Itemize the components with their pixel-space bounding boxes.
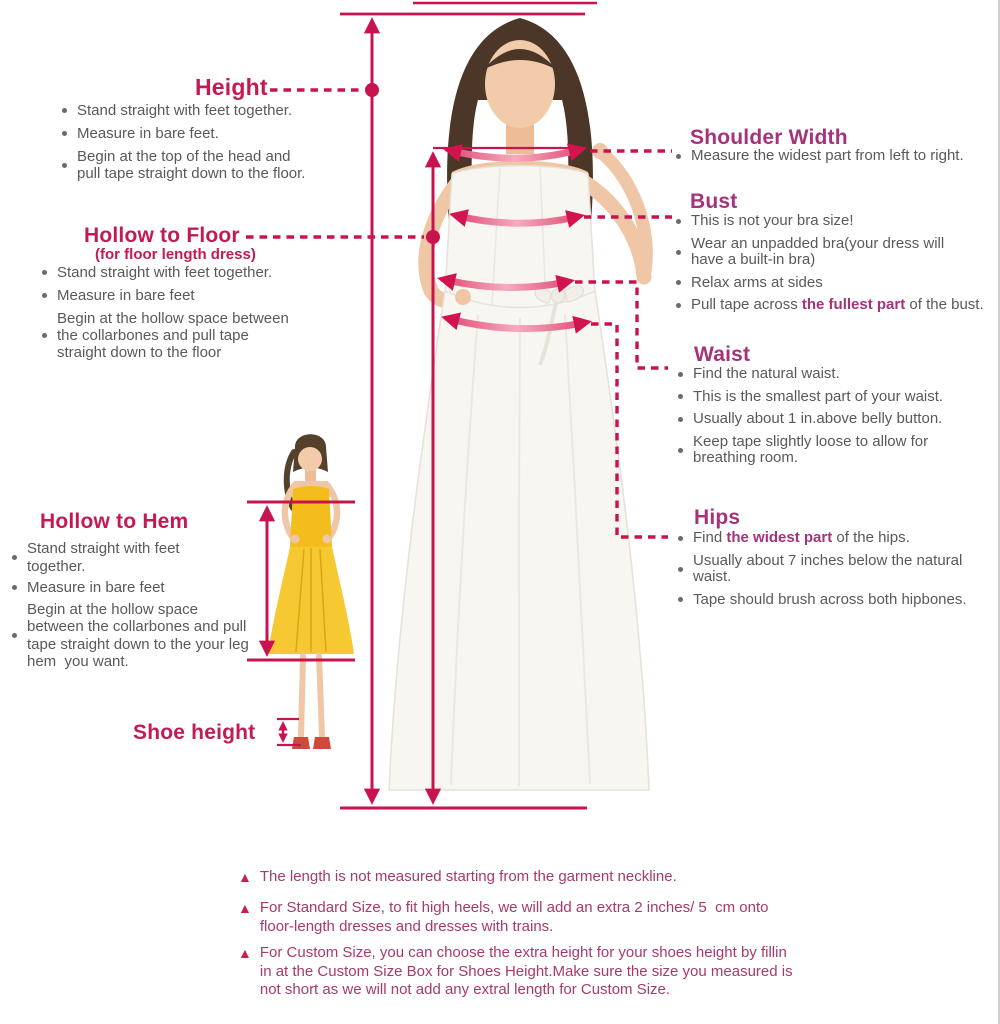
shoulder-width-arrow [452,150,578,158]
hollow-to-floor-instructions [42,264,342,367]
instruction-item: Relax arms at sides [676,275,996,292]
bullet-dot-icon [42,270,47,275]
instruction-item: Stand straight with feet together. [62,102,352,119]
warning-triangle-icon: ▲ [238,945,252,961]
section-title-height: Height [195,74,268,100]
bullet-dot-icon [678,448,683,453]
section-title-shoe-height: Shoe height [133,721,256,744]
instruction-item: Begin at the hollow space between the collarbones and pull tape straight down to the floor [42,310,342,361]
bullet-dot-icon [678,597,683,602]
shoulder-instructions [676,148,996,171]
instruction-item: Stand straight with feet together. [42,264,342,281]
hips-connector [591,324,668,537]
bullet-dot-icon [678,394,683,399]
bullet-dot-icon [678,536,683,541]
instruction-item: Measure in bare feet [12,579,272,597]
bullet-dot-icon [62,163,67,168]
instruction-item: Begin at the top of the head and pull tape straight down to the floor. [62,148,352,182]
bust-arrow [458,216,576,223]
bullet-dot-icon [42,333,47,338]
hips-instructions [678,530,998,614]
instruction-item: This is the smallest part of your waist. [678,389,998,406]
height-instructions [62,102,352,188]
section-title-hollow-to-hem: Hollow to Hem [40,510,189,533]
bullet-dot-icon [676,154,681,159]
highlight-fullest-part: the fullest part [801,296,906,313]
instruction-item: Pull tape across the fullest part of the bust. [676,297,996,314]
instruction-item: Begin at the hollow space between the collarbones and pull tape straight down to the your leg hem you want. [12,601,272,671]
section-title-hollow-to-floor: Hollow to Floor [84,224,240,247]
note-standard-size: ▲ For Standard Size, to fit high heels, we will add an extra 2 inches/ 5 cm onto floor-length dresses and dresses with trains. [238,899,769,935]
instruction-item: Find the natural waist. [678,366,998,383]
bullet-dot-icon [678,372,683,377]
instruction-item: Measure in bare feet. [62,125,352,142]
note-neckline: ▲ The length is not measured starting from the garment neckline. [238,868,677,885]
bullet-dot-icon [62,108,67,113]
waist-arrow [446,280,566,288]
instruction-item: Stand straight with feet together. [12,540,272,575]
section-title-shoulder-width: Shoulder Width [690,126,848,149]
instruction-item: This is not your bra size! [676,213,996,230]
petite-model-illustration [268,434,354,749]
instruction-item: Find the widest part of the hips. [678,530,998,547]
section-title-hips: Hips [694,506,741,529]
bullet-dot-icon [676,219,681,224]
bullet-dot-icon [676,303,681,308]
instruction-item: Measure the widest part from left to right. [676,148,996,165]
hollow-floor-anchor-dot [426,230,440,244]
section-title-waist: Waist [694,343,751,366]
main-model-illustration [389,18,649,790]
bullet-dot-icon [12,585,17,590]
hollow-to-hem-instructions [12,540,272,675]
section-title-bust: Bust [690,190,738,213]
instruction-item: Usually about 7 inches below the natural waist. [678,553,998,586]
instruction-item: Keep tape slightly loose to allow for breathing room. [678,434,998,467]
warning-triangle-icon: ▲ [238,869,252,885]
bullet-dot-icon [12,633,17,638]
note-custom-size: ▲ For Custom Size, you can choose the extra height for your shoes height by fillin in at the Custom Size Box for Shoes Height.Make sure the size you measured is not short as we will not add any extral length for Custom Size. [238,944,793,998]
hollow-to-floor-subtitle: (for floor length dress) [95,246,256,263]
bullet-dot-icon [678,417,683,422]
warning-triangle-icon: ▲ [238,900,252,916]
bullet-dot-icon [678,567,683,572]
instruction-item: Measure in bare feet [42,287,342,304]
bullet-dot-icon [42,293,47,298]
height-anchor-dot [365,83,379,97]
bust-instructions [676,213,996,320]
bullet-dot-icon [676,280,681,285]
instruction-item: Usually about 1 in.above belly button. [678,411,998,428]
bullet-dot-icon [12,555,17,560]
bullet-dot-icon [676,250,681,255]
instruction-item: Tape should brush across both hipbones. [678,592,998,609]
waist-connector [575,282,668,368]
bullet-dot-icon [62,131,67,136]
highlight-widest-part: the widest part [726,529,833,546]
hips-arrow [450,319,583,329]
instruction-item: Wear an unpadded bra(your dress will have a built-in bra) [676,236,996,269]
waist-instructions [678,366,998,473]
